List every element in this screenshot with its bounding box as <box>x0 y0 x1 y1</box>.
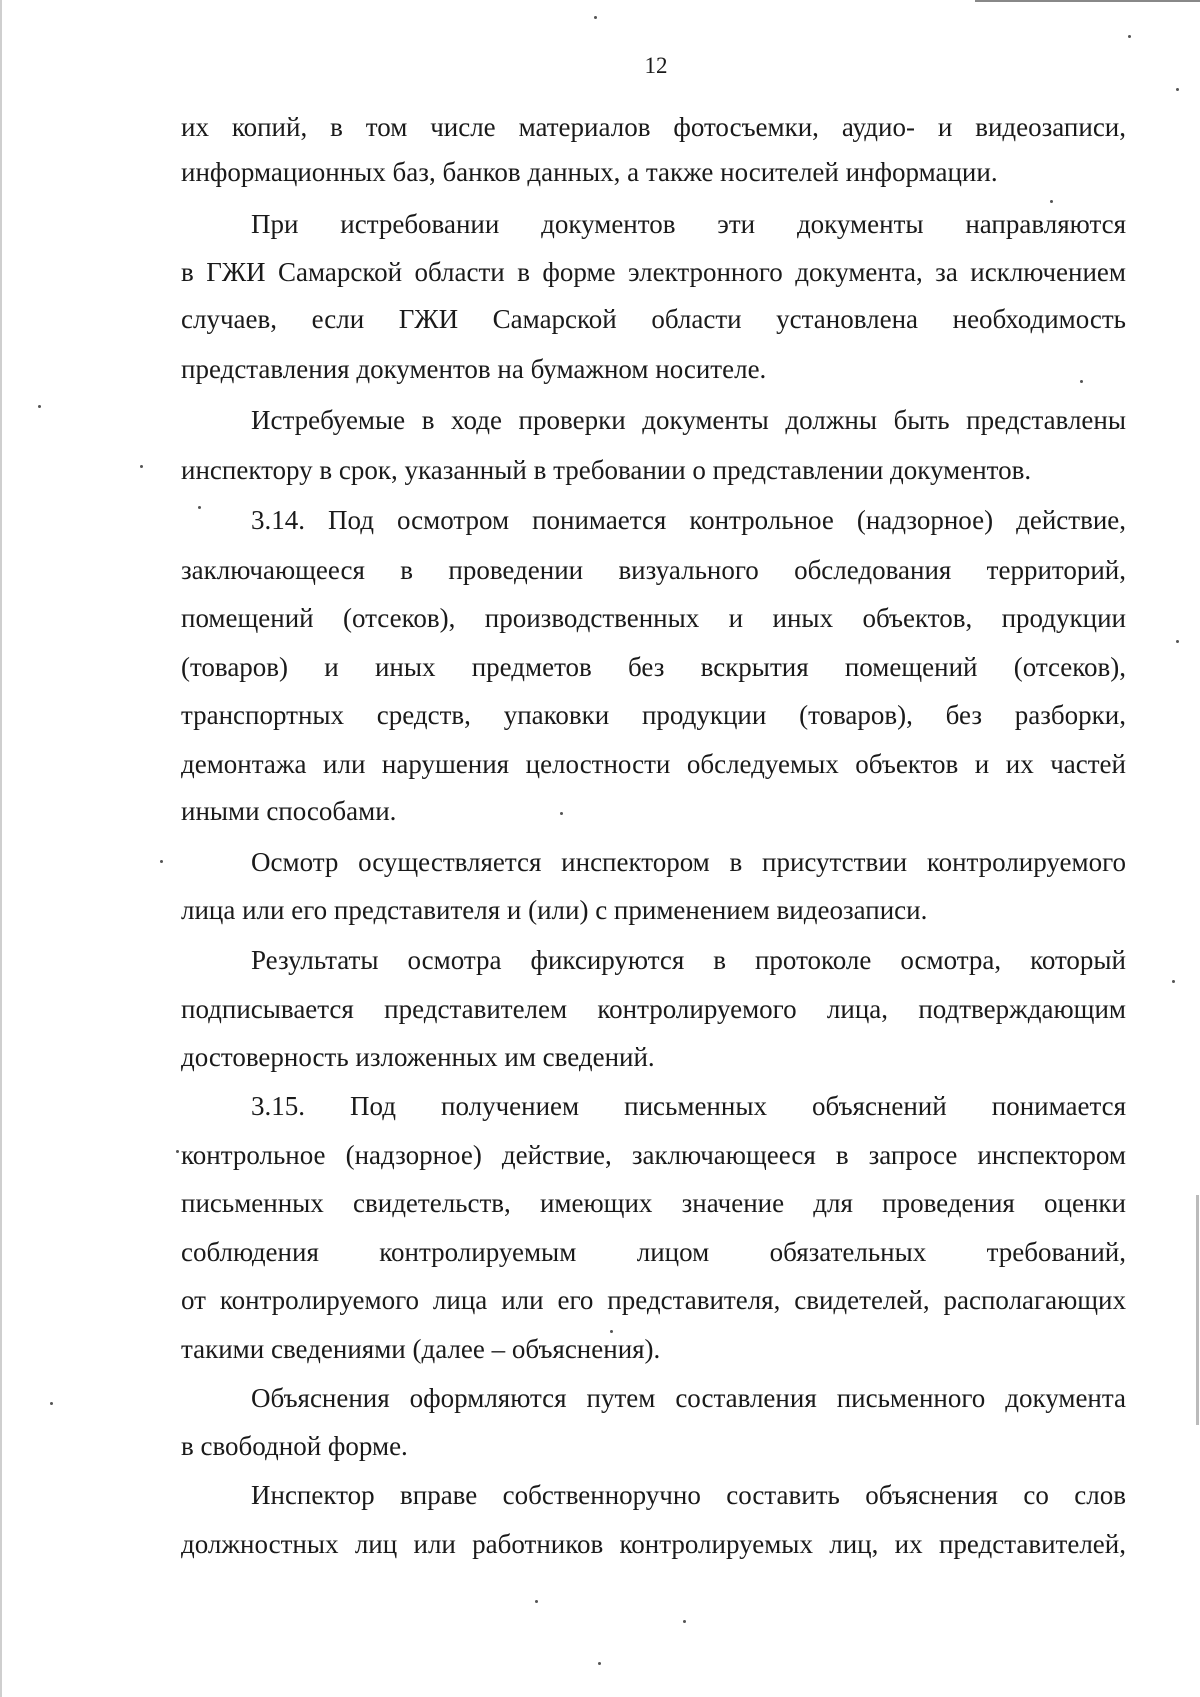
text-line: 3.15. Под получением письменных объяснений понимается <box>251 1091 1126 1121</box>
scan-speck <box>1128 35 1131 38</box>
scan-speck <box>598 1662 601 1665</box>
scan-speck <box>198 506 201 509</box>
scan-speck <box>1176 88 1179 91</box>
text-line: 3.14. Под осмотром понимается контрольное (надзорное) действие, <box>251 505 1126 535</box>
text-line: в ГЖИ Самарской области в форме электронного документа, за исключением <box>181 257 1126 287</box>
text-line: Объяснения оформляются путем составления письменного документа <box>251 1383 1126 1413</box>
text-line: (товаров) и иных предметов без вскрытия помещений (отсеков), <box>181 652 1126 682</box>
text-line: представления документов на бумажном носителе. <box>181 354 767 384</box>
text-line: их копий, в том числе материалов фотосъемки, аудио- и видеозаписи, <box>181 112 1126 142</box>
scan-speck <box>1050 200 1053 203</box>
scan-speck <box>50 1402 53 1405</box>
scan-edge-left <box>0 0 2 1697</box>
scan-edge-top <box>975 0 1200 2</box>
text-line: подписывается представителем контролируемого лица, подтверждающим <box>181 994 1126 1024</box>
scan-speck <box>1176 640 1179 643</box>
scan-speck <box>683 1620 686 1623</box>
scan-speck <box>560 812 563 815</box>
text-line: транспортных средств, упаковки продукции (товаров), без разборки, <box>181 700 1126 730</box>
text-line: инспектору в срок, указанный в требовании о представлении документов. <box>181 455 1032 485</box>
scan-speck <box>594 16 597 19</box>
text-line: такими сведениями (далее – объяснения). <box>181 1334 661 1364</box>
page-number: 12 <box>644 53 668 78</box>
text-line: Истребуемые в ходе проверки документы должны быть представлены <box>251 405 1126 435</box>
text-line: информационных баз, банков данных, а также носителей информации. <box>181 157 998 187</box>
text-line: соблюдения контролируемым лицом обязательных требований, <box>181 1237 1126 1267</box>
scan-speck <box>38 405 41 408</box>
text-line: в свободной форме. <box>181 1431 408 1461</box>
scan-speck <box>160 860 163 863</box>
text-line: иными способами. <box>181 796 397 826</box>
scan-edge-right <box>1196 1195 1199 1425</box>
text-line: Осмотр осуществляется инспектором в присутствии контролируемого <box>251 847 1126 877</box>
text-line: письменных свидетельств, имеющих значение для проведения оценки <box>181 1188 1126 1218</box>
scan-speck <box>1080 380 1083 383</box>
scan-speck <box>610 1330 613 1333</box>
text-line: от контролируемого лица или его представителя, свидетелей, располагающих <box>181 1285 1126 1315</box>
text-line: демонтажа или нарушения целостности обследуемых объектов и их частей <box>181 749 1126 779</box>
scan-speck <box>1172 980 1175 983</box>
scan-speck <box>140 465 143 468</box>
text-line: случаев, если ГЖИ Самарской области установлена необходимость <box>181 304 1126 334</box>
text-line: достоверность изложенных им сведений. <box>181 1042 655 1072</box>
text-line: должностных лиц или работников контролируемых лиц, их представителей, <box>181 1529 1126 1559</box>
scan-speck <box>176 1150 179 1153</box>
text-line: контрольное (надзорное) действие, заключающееся в запросе инспектором <box>181 1140 1126 1170</box>
text-line: заключающееся в проведении визуального обследования территорий, <box>181 555 1126 585</box>
text-line: помещений (отсеков), производственных и иных объектов, продукции <box>181 603 1126 633</box>
text-line: Инспектор вправе собственноручно составить объяснения со слов <box>251 1480 1126 1510</box>
scan-speck <box>535 1600 538 1603</box>
text-line: лица или его представителя и (или) с применением видеозаписи. <box>181 895 928 925</box>
text-line: Результаты осмотра фиксируются в протоколе осмотра, который <box>251 945 1126 975</box>
text-line: При истребовании документов эти документы направляются <box>251 209 1126 239</box>
